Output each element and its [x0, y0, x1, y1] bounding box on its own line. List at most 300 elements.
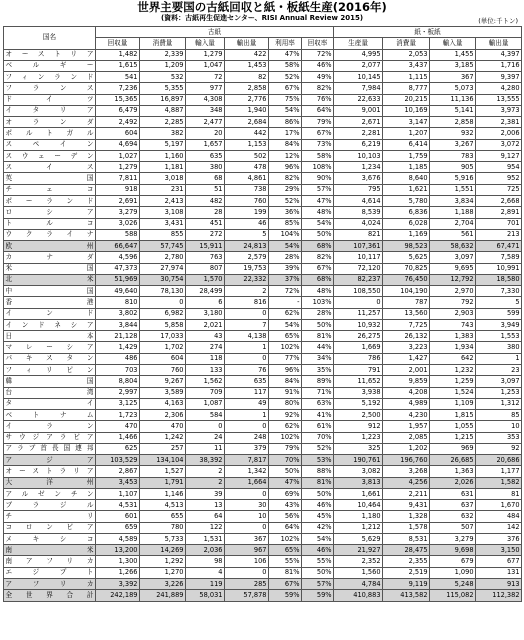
table-cell: 2,281	[334, 128, 383, 139]
table-cell: 2,352	[334, 556, 383, 567]
table-cell: 9,397	[476, 72, 522, 83]
table-cell: 625	[96, 443, 140, 454]
table-row	[4, 376, 522, 387]
table-cell: 1,055	[430, 421, 476, 432]
country-name: オーストラリア	[4, 466, 96, 477]
table-cell: 10,103	[334, 150, 383, 161]
table-cell: 48%	[302, 207, 334, 218]
table-cell: 26,275	[334, 331, 383, 342]
table-cell: 1,342	[225, 466, 269, 477]
table-cell: 6,028	[383, 218, 430, 229]
table-cell: 21,128	[96, 331, 140, 342]
table-cell: 1,328	[383, 511, 430, 522]
country-name: フィンランド	[4, 72, 96, 83]
table-cell: 4,256	[383, 477, 430, 488]
table-row	[4, 398, 522, 409]
table-row	[4, 117, 522, 128]
table-cell: 51	[186, 184, 225, 195]
region-row	[4, 477, 522, 488]
table-cell: 44%	[302, 342, 334, 353]
table-cell: 2	[186, 477, 225, 488]
table-row	[4, 466, 522, 477]
column-header: 輸入量	[186, 38, 225, 49]
table-cell: 709	[186, 387, 225, 398]
table-cell: 103,529	[96, 455, 140, 466]
table-cell: 272	[186, 229, 225, 240]
country-name: オーストリア	[4, 49, 96, 60]
table-cell: 1,570	[186, 274, 225, 285]
table-cell: 72%	[302, 49, 334, 60]
table-header-group-row	[4, 27, 522, 38]
table-cell: 642	[430, 353, 476, 364]
country-name: ポーランド	[4, 195, 96, 206]
table-cell: 5,629	[334, 533, 383, 544]
table-cell: 7,984	[334, 83, 383, 94]
table-cell: 2,691	[96, 195, 140, 206]
table-cell: 49%	[302, 72, 334, 83]
table-row	[4, 83, 522, 94]
table-cell: 72%	[269, 286, 302, 297]
table-cell: 14,269	[140, 545, 186, 556]
column-header: 利用率	[269, 38, 302, 49]
table-cell: 3,279	[96, 207, 140, 218]
table-cell: 112,382	[476, 590, 522, 601]
table-cell: 486	[96, 353, 140, 364]
table-cell: 30	[225, 500, 269, 511]
table-cell: 28,499	[186, 286, 225, 297]
table-row	[4, 150, 522, 161]
country-name: トルコ	[4, 218, 96, 229]
table-cell: 484	[476, 511, 522, 522]
table-cell: 43	[186, 331, 225, 342]
table-cell: 52%	[269, 72, 302, 83]
table-cell: 67%	[269, 579, 302, 590]
table-cell: 61%	[302, 421, 334, 432]
table-cell: 3,802	[96, 308, 140, 319]
table-cell: 3,185	[430, 60, 476, 71]
country-name: ドイツ	[4, 94, 96, 105]
table-cell: 29%	[269, 184, 302, 195]
table-cell: 5	[476, 297, 522, 308]
country-name: スウェーデン	[4, 150, 96, 161]
table-cell: 52%	[302, 443, 334, 454]
table-cell: 73%	[302, 139, 334, 150]
country-name: インドネシア	[4, 319, 96, 330]
table-row	[4, 173, 522, 184]
table-cell: 703	[96, 364, 140, 375]
table-cell: 3,973	[476, 105, 522, 116]
region-row	[4, 274, 522, 285]
table-row	[4, 207, 522, 218]
table-cell: 1,177	[476, 466, 522, 477]
table-cell: 58,632	[430, 241, 476, 252]
table-cell: 977	[186, 83, 225, 94]
table-row	[4, 319, 522, 330]
table-cell: 1,027	[96, 150, 140, 161]
table-cell: 1,242	[140, 432, 186, 443]
country-name: フランス	[4, 83, 96, 94]
table-cell: 6,414	[383, 139, 430, 150]
table-cell: 59%	[302, 590, 334, 601]
table-cell: 1,551	[430, 184, 476, 195]
table-cell: 50%	[302, 229, 334, 240]
table-cell: 69%	[269, 488, 302, 499]
table-cell: 67%	[302, 263, 334, 274]
table-cell: 601	[96, 511, 140, 522]
table-cell: 1,312	[476, 398, 522, 409]
table-cell: 104%	[269, 229, 302, 240]
table-cell: 470	[140, 421, 186, 432]
table-cell: 59%	[269, 590, 302, 601]
table-cell: 763	[186, 252, 225, 263]
table-row	[4, 105, 522, 116]
table-cell: 1,185	[383, 162, 430, 173]
table-cell: 3,949	[476, 319, 522, 330]
table-cell: 3,147	[383, 117, 430, 128]
table-cell: 9,001	[334, 105, 383, 116]
table-cell: 76	[225, 364, 269, 375]
table-cell: 28	[186, 207, 225, 218]
table-cell: 1,109	[430, 398, 476, 409]
table-cell: 1,657	[186, 139, 225, 150]
table-cell: 28%	[302, 308, 334, 319]
table-cell: 82%	[269, 173, 302, 184]
table-cell: 13	[186, 500, 225, 511]
table-cell: 54%	[269, 319, 302, 330]
table-cell: 9,695	[430, 263, 476, 274]
table-cell: 15,365	[96, 94, 140, 105]
table-cell: 63%	[302, 398, 334, 409]
table-cell: 67%	[269, 83, 302, 94]
table-cell: 108,550	[334, 286, 383, 297]
table-cell: 134,104	[140, 455, 186, 466]
table-cell: 26,685	[430, 455, 476, 466]
table-cell: 913	[476, 579, 522, 590]
table-cell: 5,625	[383, 252, 430, 263]
table-cell: 102%	[269, 432, 302, 443]
table-cell: 367	[430, 72, 476, 83]
table-cell: 257	[140, 443, 186, 454]
country-name: インド	[4, 308, 96, 319]
table-cell: 4	[186, 567, 225, 578]
table-cell: 52%	[269, 195, 302, 206]
table-cell: 30,754	[140, 274, 186, 285]
table-cell: 3,223	[383, 342, 430, 353]
table-cell: 12%	[269, 150, 302, 161]
table-cell: 1,934	[430, 342, 476, 353]
table-cell: 5,073	[430, 83, 476, 94]
table-cell: 10,169	[383, 105, 430, 116]
table-row	[4, 500, 522, 511]
table-cell: 54%	[302, 533, 334, 544]
table-cell: 1,270	[140, 567, 186, 578]
table-cell: 3,453	[96, 477, 140, 488]
table-cell: 2,001	[383, 364, 430, 375]
table-row	[4, 94, 522, 105]
table-cell: 41%	[302, 410, 334, 421]
table-cell: 37%	[269, 274, 302, 285]
table-cell: 1,669	[334, 342, 383, 353]
table-cell: 58,031	[186, 590, 225, 601]
table-cell: 677	[476, 556, 522, 567]
country-header: 国名	[4, 27, 96, 50]
table-row	[4, 195, 522, 206]
table-row	[4, 286, 522, 297]
table-cell: 68	[186, 173, 225, 184]
table-cell: 631	[430, 488, 476, 499]
table-cell: 1,259	[430, 376, 476, 387]
table-cell: 1,661	[334, 488, 383, 499]
table-cell: 11,257	[334, 308, 383, 319]
table-cell: 2,500	[334, 410, 383, 421]
column-header: 回収量	[96, 38, 140, 49]
table-cell: 743	[430, 319, 476, 330]
table-cell: 3,267	[430, 139, 476, 150]
table-cell: 3,279	[430, 533, 476, 544]
country-name: サウジアラビア	[4, 432, 96, 443]
table-cell: 131	[476, 567, 522, 578]
table-cell: 56%	[269, 511, 302, 522]
table-cell: 4,138	[225, 331, 269, 342]
table-cell: 0	[334, 297, 383, 308]
table-cell: 413,582	[383, 590, 430, 601]
table-cell: 9,267	[140, 376, 186, 387]
region-row	[4, 545, 522, 556]
table-cell: 67%	[302, 128, 334, 139]
table-cell: 62%	[269, 421, 302, 432]
table-cell: 133	[186, 364, 225, 375]
table-cell: 1	[225, 342, 269, 353]
table-cell: 2,858	[430, 117, 476, 128]
table-cell: 0	[225, 353, 269, 364]
table-row	[4, 263, 522, 274]
table-cell: 4,989	[383, 398, 430, 409]
unit-label: (単位:千トン)	[478, 17, 518, 25]
table-cell: 190,761	[334, 455, 383, 466]
table-cell: 5,248	[430, 579, 476, 590]
table-cell: 9,698	[430, 545, 476, 556]
table-cell: 7,236	[96, 83, 140, 94]
table-cell: 1,615	[96, 60, 140, 71]
table-cell: 2,668	[476, 195, 522, 206]
table-cell: 2,867	[96, 466, 140, 477]
table-cell: 85	[476, 410, 522, 421]
table-cell: 8,539	[334, 207, 383, 218]
country-name: 南米	[4, 545, 96, 556]
table-cell: 2,684	[225, 117, 269, 128]
table-cell: 952	[476, 173, 522, 184]
country-name: 韓国	[4, 376, 96, 387]
table-cell: 5,192	[334, 398, 383, 409]
table-cell: 382	[140, 128, 186, 139]
table-cell: 5,733	[140, 533, 186, 544]
table-cell: 11,652	[334, 376, 383, 387]
table-cell: 4,784	[334, 579, 383, 590]
waste-paper-group-header: 古紙	[96, 27, 334, 38]
table-cell: 96%	[269, 162, 302, 173]
table-cell: 380	[186, 162, 225, 173]
table-cell: 68%	[302, 241, 334, 252]
table-cell: 1,253	[476, 387, 522, 398]
table-cell: 2,477	[186, 117, 225, 128]
table-cell: 65%	[269, 545, 302, 556]
table-cell: 57,878	[225, 590, 269, 601]
table-cell: 4,024	[334, 218, 383, 229]
table-cell: 107,361	[334, 241, 383, 252]
table-cell: 18,580	[476, 274, 522, 285]
table-cell: 1	[225, 410, 269, 421]
table-cell: 5,141	[430, 105, 476, 116]
country-name: フィリピン	[4, 364, 96, 375]
table-cell: 13,200	[96, 545, 140, 556]
table-cell: 26,132	[383, 331, 430, 342]
table-cell: 2,339	[140, 49, 186, 60]
table-cell: 4,513	[140, 500, 186, 511]
table-cell: 82%	[302, 252, 334, 263]
table-cell: 1,232	[430, 364, 476, 375]
table-cell: 701	[476, 218, 522, 229]
table-cell: 821	[334, 229, 383, 240]
table-cell: 2,970	[430, 286, 476, 297]
table-cell: 1,215	[430, 432, 476, 443]
table-cell: 2,306	[140, 410, 186, 421]
table-cell: 3,437	[383, 60, 430, 71]
table-cell: 4,230	[383, 410, 430, 421]
table-cell: 76%	[302, 94, 334, 105]
table-cell: 50%	[302, 319, 334, 330]
table-cell: 3,097	[430, 252, 476, 263]
table-cell: 4,614	[334, 195, 383, 206]
table-cell: 0	[225, 308, 269, 319]
table-cell: 118	[186, 353, 225, 364]
country-name: ベルギー	[4, 60, 96, 71]
table-cell: 325	[334, 443, 383, 454]
table-cell: 442	[225, 128, 269, 139]
table-cell: 2,036	[186, 545, 225, 556]
table-cell: 106	[225, 556, 269, 567]
country-name: マレーシア	[4, 342, 96, 353]
table-cell: 70%	[302, 432, 334, 443]
table-cell: 0	[225, 488, 269, 499]
table-cell: 780	[140, 522, 186, 533]
table-cell: 1,723	[96, 410, 140, 421]
table-row	[4, 511, 522, 522]
country-name: パキスタン	[4, 353, 96, 364]
table-cell: 1,300	[96, 556, 140, 567]
table-cell: 786	[334, 353, 383, 364]
table-cell: 2,997	[96, 387, 140, 398]
country-name: 台湾	[4, 387, 96, 398]
table-cell: 46%	[302, 60, 334, 71]
table-cell: 855	[140, 229, 186, 240]
table-cell: 7,725	[383, 319, 430, 330]
table-cell: 196,760	[383, 455, 430, 466]
region-row	[4, 455, 522, 466]
table-cell: 1,090	[430, 567, 476, 578]
country-name: ロシア	[4, 207, 96, 218]
table-cell: 1,047	[186, 60, 225, 71]
country-name: 北米	[4, 274, 96, 285]
table-cell: 1,560	[334, 567, 383, 578]
table-cell: 22,332	[225, 274, 269, 285]
table-cell: 92	[476, 443, 522, 454]
table-cell: 7,330	[476, 286, 522, 297]
table-cell: 57%	[302, 184, 334, 195]
table-cell: 79%	[302, 117, 334, 128]
table-cell: 24	[186, 432, 225, 443]
table-cell: 2,053	[383, 49, 430, 60]
table-cell: 9,119	[383, 579, 430, 590]
table-cell: 45%	[302, 511, 334, 522]
table-cell: 791	[334, 364, 383, 375]
table-cell: 1,621	[383, 184, 430, 195]
table-cell: 115,082	[430, 590, 476, 601]
table-row	[4, 410, 522, 421]
table-cell: 1,223	[334, 432, 383, 443]
table-cell: 1,115	[383, 72, 430, 83]
table-cell: 1,578	[383, 522, 430, 533]
table-cell: 659	[96, 522, 140, 533]
table-cell: 1,957	[383, 421, 430, 432]
table-cell: 1,815	[430, 410, 476, 421]
table-cell: 954	[476, 162, 522, 173]
table-cell: 0	[225, 421, 269, 432]
table-cell: 787	[383, 297, 430, 308]
country-name: タイ	[4, 398, 96, 409]
table-cell: 5,858	[140, 319, 186, 330]
page-subtitle: (資料：古紙再生促進センター、RISI Annual Review 2015)	[160, 14, 364, 22]
table-cell: 4,208	[383, 387, 430, 398]
table-cell: 39	[186, 488, 225, 499]
table-cell: 77%	[269, 353, 302, 364]
table-cell: 1,180	[334, 511, 383, 522]
table-cell: 2,579	[225, 252, 269, 263]
table-cell: 912	[334, 421, 383, 432]
table-cell: 241,889	[140, 590, 186, 601]
table-cell: 54%	[269, 241, 302, 252]
table-cell: 274	[186, 342, 225, 353]
table-cell: 2,006	[476, 128, 522, 139]
table-cell: 21,927	[334, 545, 383, 556]
table-row	[4, 308, 522, 319]
country-name: ベトナム	[4, 410, 96, 421]
table-cell: 4,163	[140, 398, 186, 409]
table-cell: 49	[225, 398, 269, 409]
table-cell: 1,455	[430, 49, 476, 60]
table-cell: 807	[186, 263, 225, 274]
table-cell: 75%	[269, 94, 302, 105]
table-cell: 3,589	[140, 387, 186, 398]
country-name: エジプト	[4, 567, 96, 578]
table-cell: 17%	[269, 128, 302, 139]
table-cell: 0	[225, 522, 269, 533]
table-cell: 76,450	[383, 274, 430, 285]
table-cell: 28,475	[383, 545, 430, 556]
table-cell: 969	[430, 443, 476, 454]
table-cell: 84%	[269, 139, 302, 150]
table-cell: 3,018	[140, 173, 186, 184]
table-cell: 2,077	[334, 60, 383, 71]
table-cell: 81%	[269, 567, 302, 578]
table-cell: 4,596	[96, 252, 140, 263]
table-cell: 38,392	[186, 455, 225, 466]
column-header: 輸出量	[225, 38, 269, 49]
table-cell: 3,026	[96, 218, 140, 229]
table-cell: 3,150	[476, 545, 522, 556]
table-cell: 422	[225, 49, 269, 60]
table-cell: 2,285	[140, 117, 186, 128]
table-cell: 0	[225, 567, 269, 578]
